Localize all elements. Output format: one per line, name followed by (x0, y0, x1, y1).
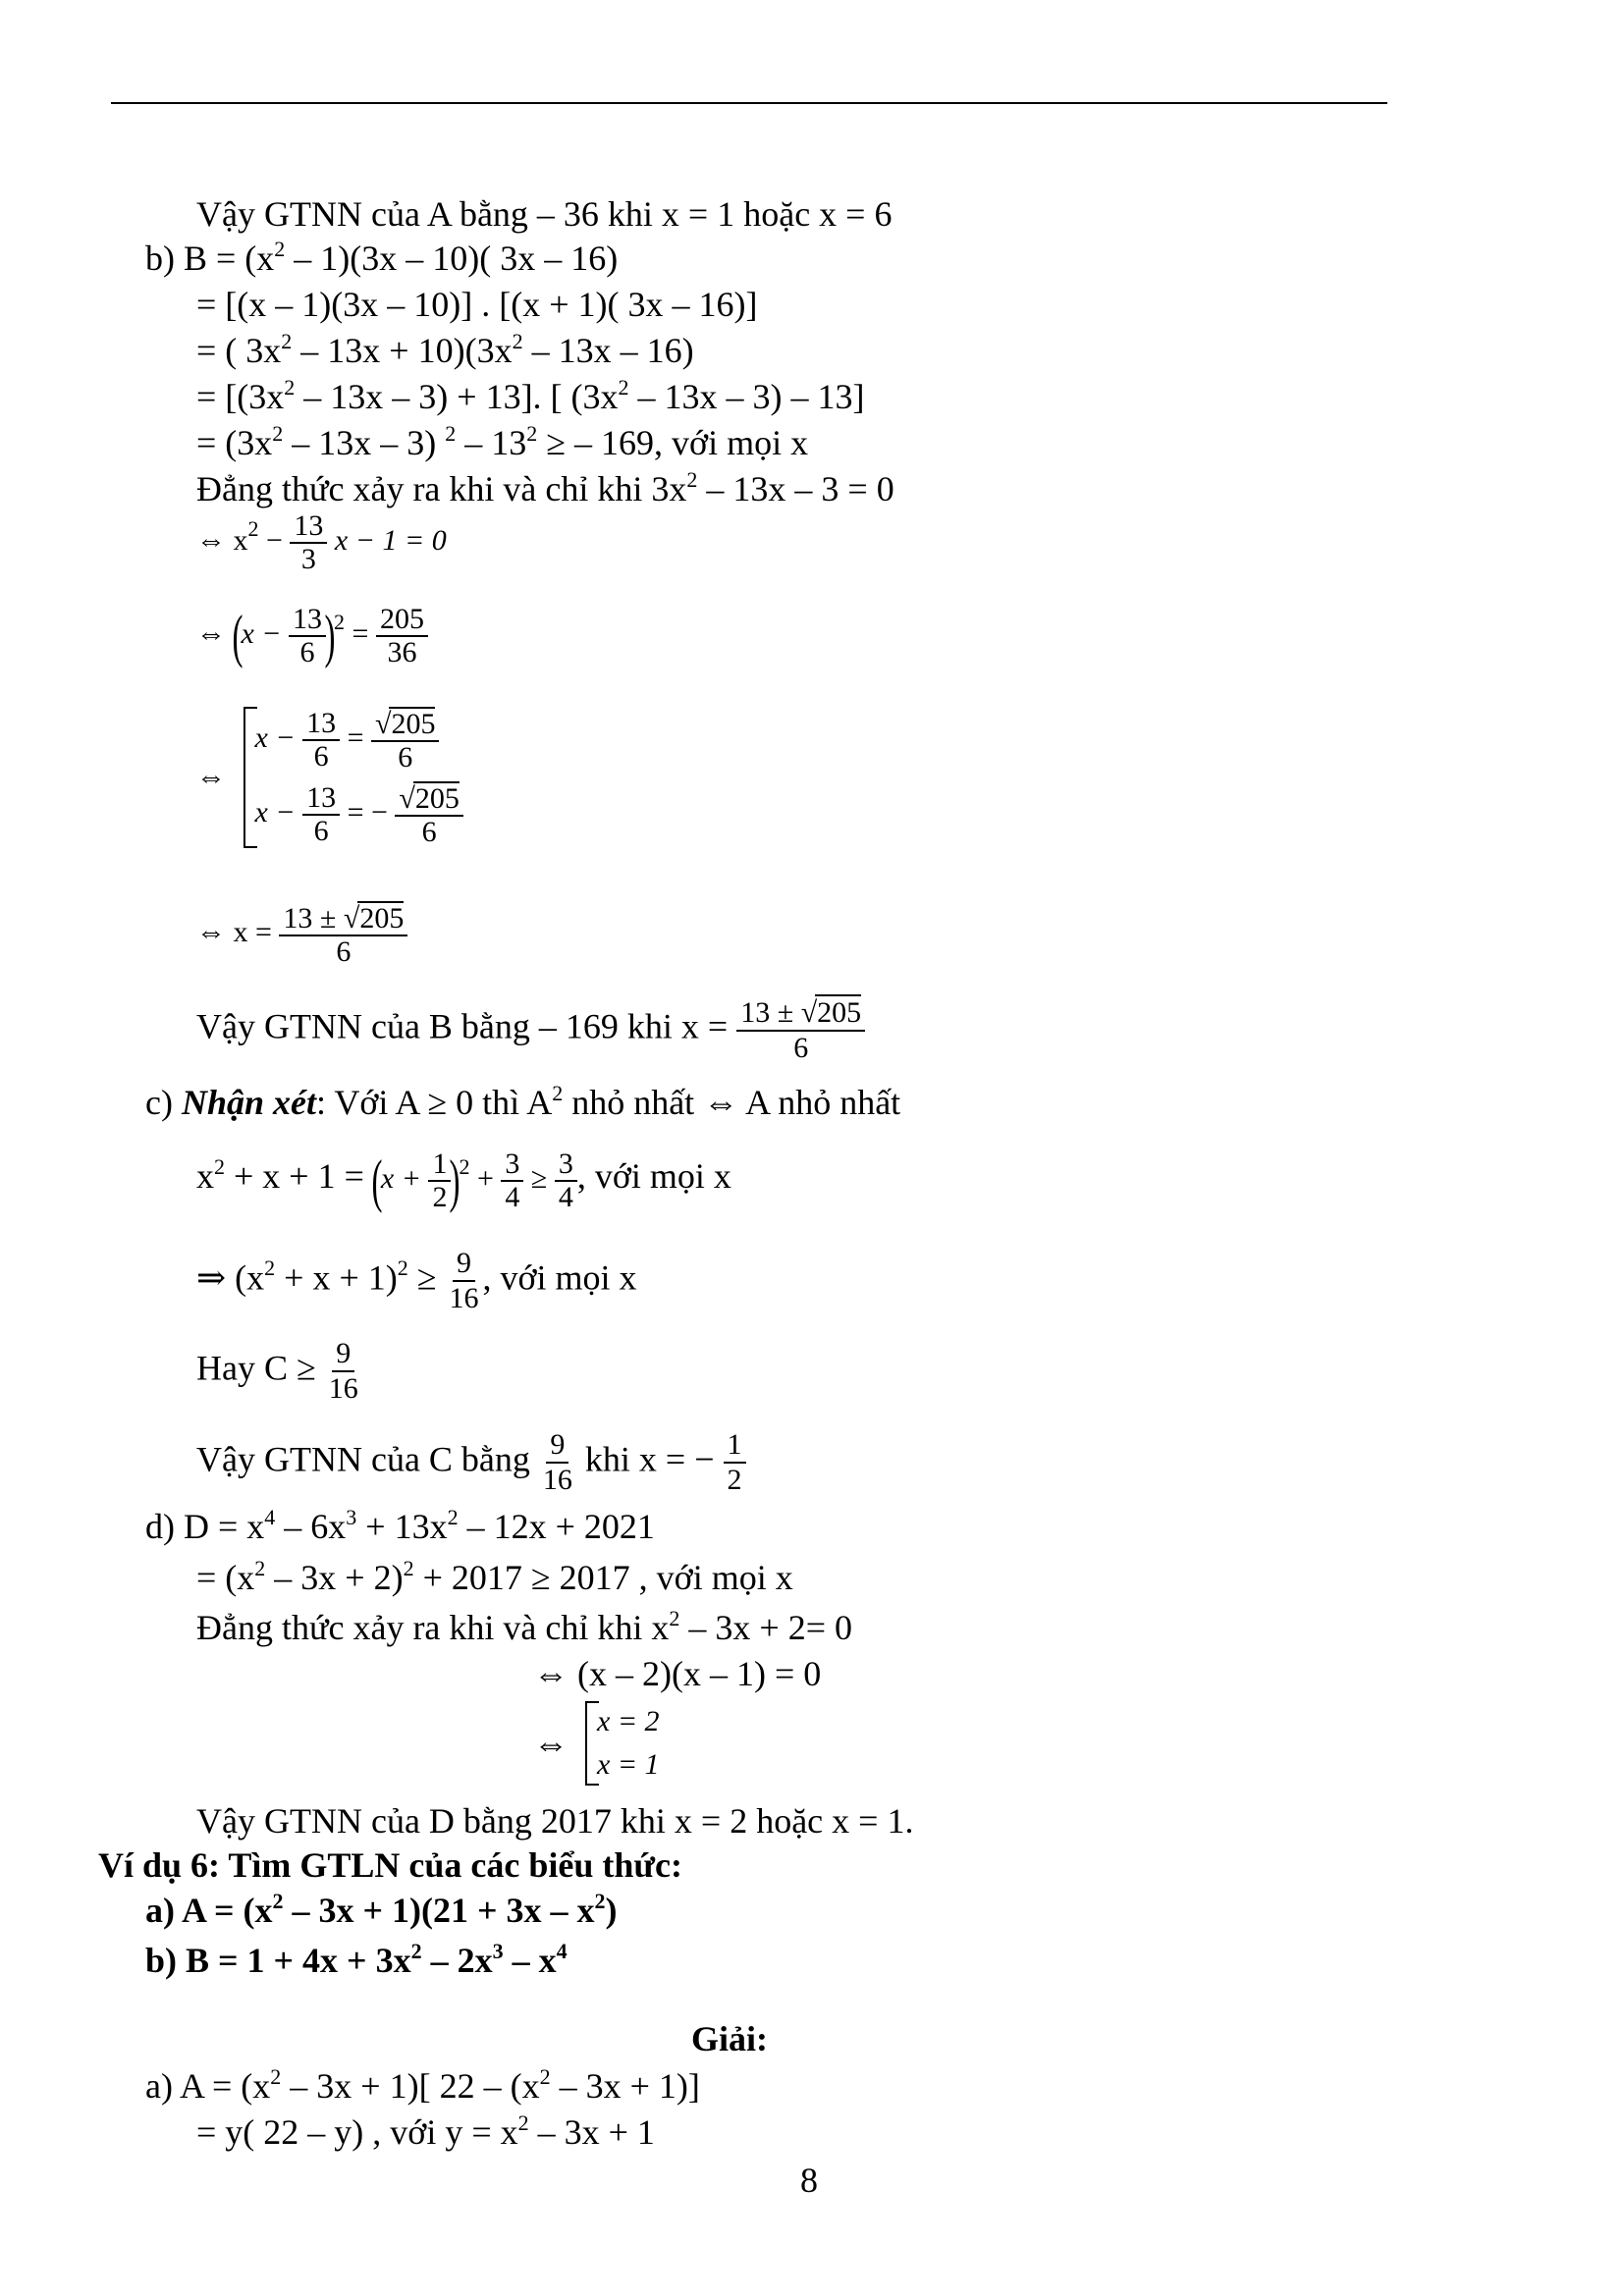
math-equation: ⇔ (x − $\frac{13}{6}$ )$^2$ = $\frac{205}{36}$ (196, 604, 428, 668)
text-line: Đẳng thức xảy ra khi và chỉ khi $3x^2 - 13x - 3 = 0$ (196, 467, 894, 508)
text-line: = [(x – 1)(3x – 10)] . [(x + 1)( 3x – 16)] (196, 285, 758, 324)
header-rule (111, 102, 1387, 104)
text-line: Đẳng thức xảy ra khi và chỉ khi $x^2 - 3x + 2= 0$ (196, 1606, 852, 1647)
text-line: = $[(3x^2 - 13x - 3) + 13]$. [ $(3x^2 - 13x - 3) - 13$] (196, 375, 865, 416)
math-equation: ⇒ $(x^2 + x + 1)^2$ ≥ $\frac{9}{16}$ , với mọi x (196, 1247, 637, 1314)
text-line: Vậy GTNN của C bằng $\frac{9}{16}$ khi x = − $\frac{1}{2}$ (196, 1428, 746, 1497)
math-equation: ⇔ x = $\frac{13 \pm √205}{6}$ (196, 901, 407, 968)
text-line: ⇔ (x – 2)(x – 1) = 0 (533, 1654, 822, 1693)
math-equation: ⇔ $x^2$ − $\frac{13}{3}$ x − 1 = 0 (196, 509, 447, 575)
text-line: d) $D = x^4 - 6x^3 + 13x^2 - 12x + 2021$ (145, 1505, 655, 1546)
text-line: = y( 22 – y) , với $y = x^2 - 3x + 1$ (196, 2110, 655, 2152)
text-line: a) $A = (x^2 - 3x + 1)$[ $22 - (x^2 - 3x + 1)$] (145, 2064, 700, 2106)
text-line: b) $B = (x^2 - 1)(3x - 10)$( 3x – 16) (145, 237, 619, 278)
page-number: 8 (800, 2161, 818, 2200)
problem-item: b) $B = 1 + 4x + 3x^2 - 2x^3 - x^4$ (145, 1939, 568, 1980)
solution-heading: Giải: (691, 2019, 768, 2058)
section-heading: Ví dụ 6: Tìm GTLN của các biểu thức: (98, 1845, 682, 1885)
text-line: Vậy GTNN của D bằng 2017 khi x = 2 hoặc x = 1. (196, 1801, 914, 1841)
text-line: = ( $3x^2 - 13x + 10)(3x^2 - 13x - 16)$ (196, 329, 694, 370)
math-system: ⇔ x = 2 x = 1 (533, 1701, 660, 1786)
text-line: c) Nhận xét: Với A ≥ 0 thì $A^2$ nhỏ nhất ⇔ A nhỏ nhất (145, 1081, 901, 1122)
text-line: Vậy GTNN của A bằng – 36 khi x = 1 hoặc x = 6 (196, 194, 893, 234)
text-line: = $(x^2 - 3x + 2)^2 + 2017 \ge 2017$ , với mọi x (196, 1556, 793, 1597)
math-equation: $x^2 + x + 1 = (x$ + $\frac{1}{2}$ )$^2$ + $\frac{3}{4}$ ≥ $\frac{3}{4}$ , với mọi x (196, 1148, 731, 1213)
text-line: Vậy GTNN của B bằng – 169 khi x = $\frac{13 \pm √205}{6}$ (196, 994, 865, 1065)
math-equation: Hay C ≥ $\frac{9}{16}$ (196, 1337, 358, 1405)
text-line: = $(3x^2 - 13x - 3)$ $^2 - 13^2$ ≥ – 169, với mọi x (196, 421, 809, 462)
math-system: ⇔ x − $\frac{13}{6}$ = $\frac{√205}{6}$ x − $\frac{13}{6}$ = − $\frac{√205}{6}$ (196, 707, 463, 848)
problem-item: a) $A = (x^2 - 3x + 1)(21 + 3x - x^2)$ (145, 1889, 618, 1930)
